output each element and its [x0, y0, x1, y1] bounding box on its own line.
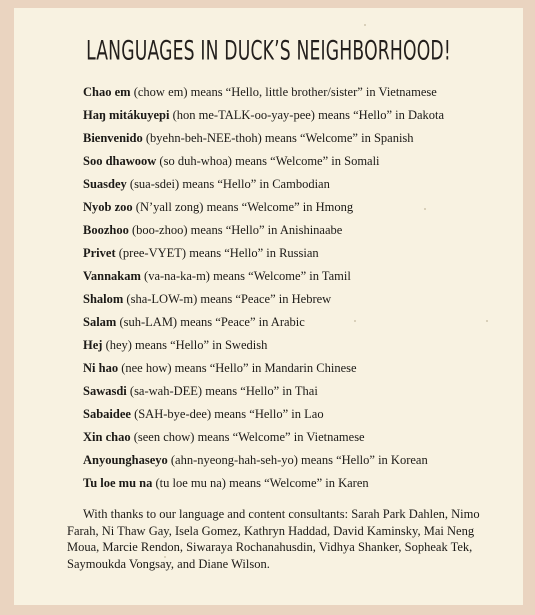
- greeting-word: Shalom: [83, 292, 124, 306]
- language-list: [83, 81, 444, 495]
- greeting-meaning: (hey) means “Hello” in Swedish: [102, 338, 268, 352]
- greeting-word: Haŋ mitákuyepi: [83, 108, 170, 122]
- greeting-word: Sabaidee: [83, 407, 131, 421]
- list-item: [83, 173, 444, 196]
- page-title: LANGUAGES IN DUCK’S NEIGHBORHOOD!: [86, 34, 451, 67]
- list-item: [83, 81, 444, 104]
- page-card: [14, 8, 523, 605]
- greeting-word: Privet: [83, 246, 116, 260]
- greeting-meaning: (N’yall zong) means “Welcome” in Hmong: [132, 200, 354, 214]
- greeting-meaning: (sa-wah-DEE) means “Hello” in Thai: [126, 384, 318, 398]
- greeting-meaning: (va-na-ka-m) means “Welcome” in Tamil: [140, 269, 351, 283]
- greeting-meaning: (so duh-whoa) means “Welcome” in Somali: [156, 154, 380, 168]
- list-item: [83, 380, 444, 403]
- list-item: [83, 219, 444, 242]
- acknowledgements-paragraph: With thanks to our language and content consultants: Sarah Park Dahlen, Nimo Farah, Ni Thaw Gay, Isela Gomez, Kathryn Haddad, David Kaminsky, Mai Neng Moua, Marcie Rendon, Siwaraya Rochanahusdin, Vidhya Shanker, Sopheak Tek, Saymoukda Vongsay, and Diane Wilson.: [67, 507, 480, 571]
- greeting-word: Anyounghaseyo: [83, 453, 168, 467]
- greeting-meaning: (seen chow) means “Welcome” in Vietnamese: [130, 430, 365, 444]
- greeting-word: Xin chao: [83, 430, 131, 444]
- list-item: [83, 357, 444, 380]
- list-item: [83, 288, 444, 311]
- greeting-meaning: (sha-LOW-m) means “Peace” in Hebrew: [123, 292, 332, 306]
- greeting-word: Boozhoo: [83, 223, 129, 237]
- list-item: [83, 242, 444, 265]
- list-item: [83, 426, 444, 449]
- greeting-meaning: (sua-sdei) means “Hello” in Cambodian: [126, 177, 330, 191]
- greeting-meaning: (nee how) means “Hello” in Mandarin Chinese: [118, 361, 357, 375]
- greeting-word: Soo dhawoow: [83, 154, 157, 168]
- list-item: [83, 104, 444, 127]
- greeting-word: Ni hao: [83, 361, 119, 375]
- list-item: [83, 150, 444, 173]
- greeting-meaning: (pree-VYET) means “Hello” in Russian: [115, 246, 319, 260]
- list-item: [83, 127, 444, 150]
- list-item: [83, 334, 444, 357]
- greeting-meaning: (suh-LAM) means “Peace” in Arabic: [116, 315, 305, 329]
- list-item: [83, 449, 444, 472]
- list-item: [83, 265, 444, 288]
- greeting-word: Hej: [83, 338, 103, 352]
- greeting-word: Nyob zoo: [83, 200, 133, 214]
- greeting-word: Bienvenido: [83, 131, 143, 145]
- greeting-meaning: (hon me-TALK-oo-yay-pee) means “Hello” in Dakota: [169, 108, 445, 122]
- greeting-word: Sawasdi: [83, 384, 127, 398]
- list-item: [83, 311, 444, 334]
- greeting-word: Vannakam: [83, 269, 141, 283]
- list-item: [83, 403, 444, 426]
- list-item: [83, 196, 444, 219]
- greeting-meaning: (byehn-beh-NEE-thoh) means “Welcome” in Spanish: [142, 131, 414, 145]
- greeting-meaning: (chow em) means “Hello, little brother/sister” in Vietnamese: [130, 85, 437, 99]
- greeting-meaning: (boo-zhoo) means “Hello” in Anishinaabe: [128, 223, 343, 237]
- paper-speck: [486, 320, 488, 322]
- greeting-meaning: (SAH-bye-dee) means “Hello” in Lao: [130, 407, 324, 421]
- list-item: [83, 472, 444, 495]
- greeting-meaning: (ahn-nyeong-hah-seh-yo) means “Hello” in Korean: [167, 453, 428, 467]
- greeting-meaning: (tu loe mu na) means “Welcome” in Karen: [152, 476, 369, 490]
- greeting-word: Tu loe mu na: [83, 476, 153, 490]
- greeting-word: Salam: [83, 315, 117, 329]
- greeting-word: Chao em: [83, 85, 131, 99]
- greeting-word: Suasdey: [83, 177, 127, 191]
- paper-speck: [364, 24, 366, 26]
